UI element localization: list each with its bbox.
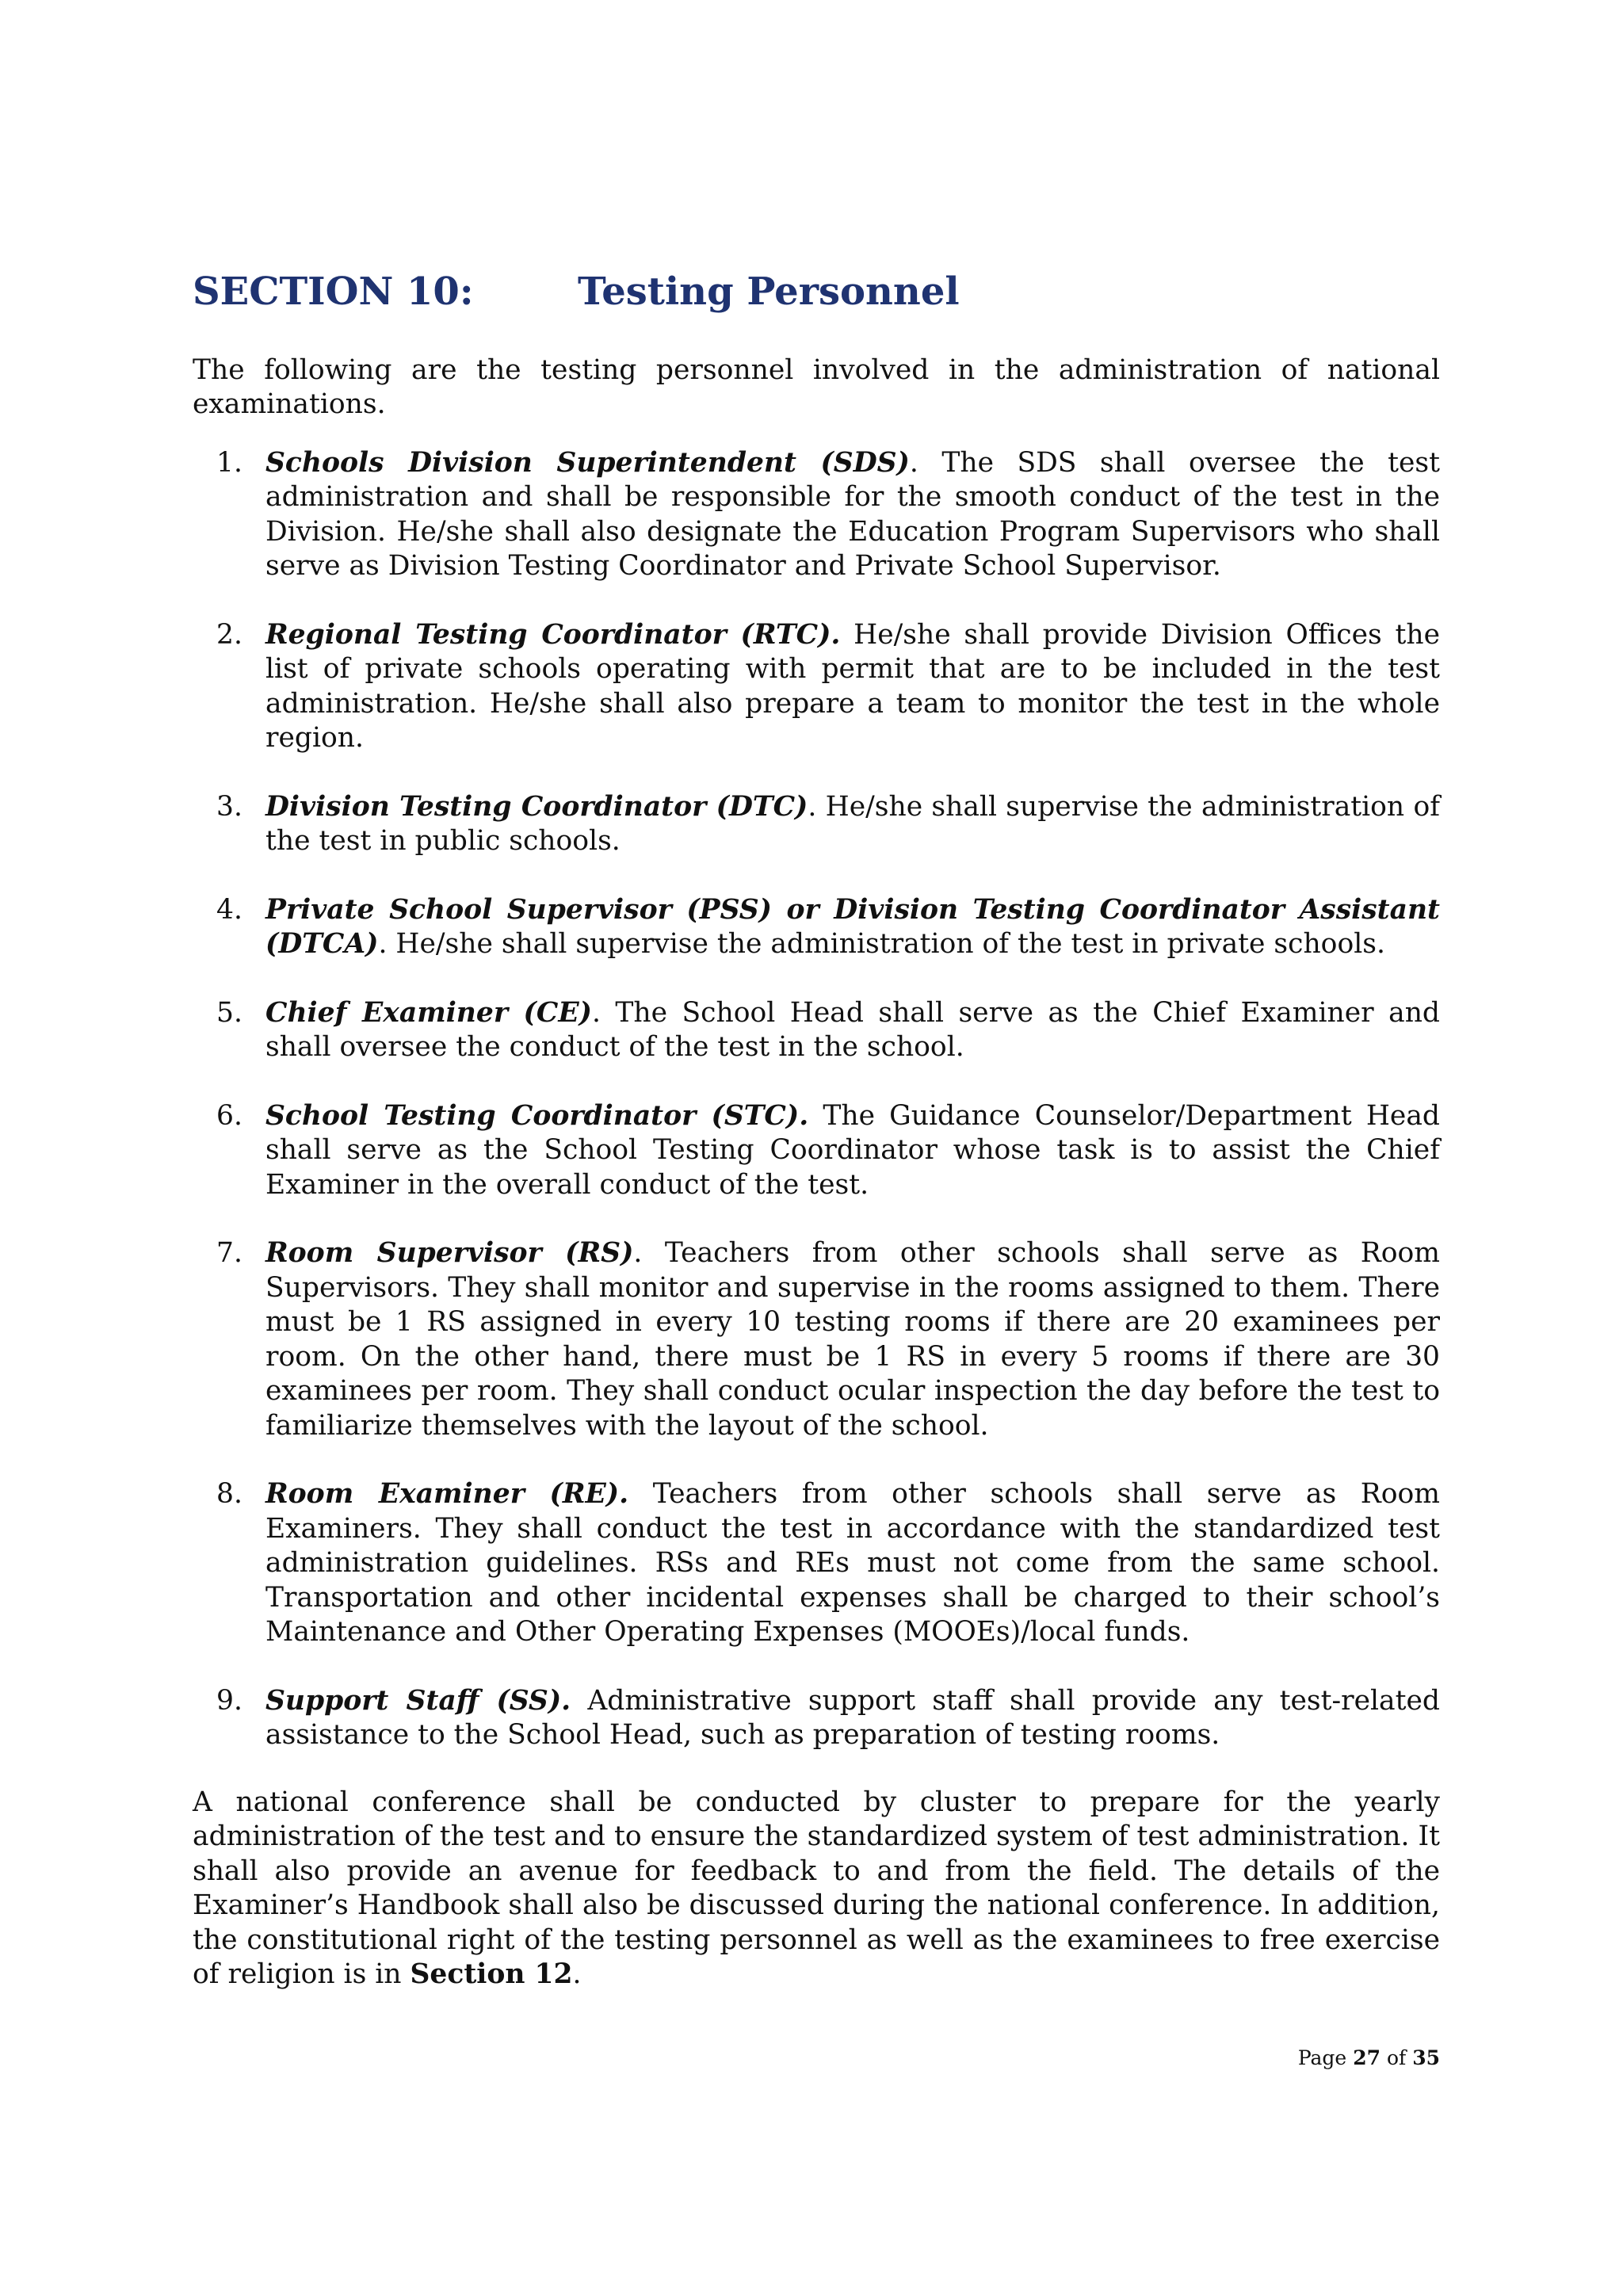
item-term: Room Examiner (RE). (265, 1478, 629, 1511)
list-item (193, 893, 1440, 962)
item-text: . He/she shall supervise the administration of the test in public schools. (265, 790, 1441, 858)
intro-paragraph: The following are the testing personnel involved in the administration of national examinations. (193, 353, 1440, 421)
list-item (193, 618, 1440, 756)
closing-text: A national conference shall be conducted by cluster to prepare for the yearly administration of the test and to ensure the standardized system of test administration. It shall also provide an avenue for feedback to and from the field. The details of the Examiner’s Handbook shall also be discussed during the national conference. In addition, the constitutional right of the testing personnel as well as the examinees to free exercise of religion is in (193, 1786, 1440, 1991)
page-label: Page (1297, 2046, 1347, 2069)
list-marker: 9. (216, 1684, 242, 1717)
item-text: Administrative support staff shall provide any test-related assistance to the School Head, such as preparation of testing rooms. (265, 1684, 1440, 1752)
list-item (193, 446, 1440, 584)
section-reference: Section 12 (410, 1958, 573, 1991)
section-title: Testing Personnel (578, 269, 960, 314)
list-marker: 8. (216, 1478, 242, 1511)
list-item (193, 1236, 1440, 1443)
document-page (193, 269, 1440, 1992)
list-marker: 3. (216, 790, 242, 823)
item-term: Private School Supervisor (PSS) or Division Testing Coordinator Assistant (DTCA) (265, 893, 1440, 961)
item-term: Schools Division Superintendent (SDS) (265, 446, 910, 479)
list-item (193, 1099, 1440, 1203)
item-text: . The SDS shall oversee the test administration and shall be responsible for the smooth conduct of the test in the Division. He/she shall also designate the Education Program Supervisors who shall serve as Division Testing Coordinator and Private School Supervisor. (265, 446, 1440, 583)
list-item (193, 1684, 1440, 1753)
of-label: of (1386, 2046, 1407, 2069)
item-text: . Teachers from other schools shall serve as Room Supervisors. They shall monitor and supervise in the rooms assigned to them. There must be 1 RS assigned in every 10 testing rooms if there are 20 examinees per room. On the other hand, there must be 1 RS in every 5 rooms if there are 30 examinees per room. They shall conduct ocular inspection the day before the test to familiarize themselves with the layout of the school. (265, 1237, 1441, 1442)
section-number: SECTION 10: (193, 269, 474, 314)
item-text: . He/she shall supervise the administration of the test in private schools. (378, 928, 1385, 961)
item-term: Regional Testing Coordinator (RTC). (265, 618, 841, 651)
closing-paragraph (193, 1786, 1440, 1992)
closing-end: . (572, 1958, 582, 1991)
page-number (1298, 2046, 1440, 2069)
list-marker: 2. (216, 618, 242, 651)
item-text: He/she shall provide Division Offices the list of private schools operating with permit that are to be included in the test administration. He/she shall also prepare a team to monitor the test in the whole region. (265, 618, 1440, 755)
list-marker: 1. (216, 446, 242, 479)
item-term: Support Staff (SS). (265, 1684, 571, 1717)
item-text: Teachers from other schools shall serve as Room Examiners. They shall conduct the test in accordance with the standardized test administration guidelines. RSs and REs must not come from the same school. Transportation and other incidental expenses shall be charged to their school’s Maintenance and Other Operating Expenses (MOOEs)/local funds. (265, 1478, 1440, 1648)
list-marker: 4. (216, 893, 242, 926)
item-term: Room Supervisor (RS) (265, 1237, 634, 1270)
list-item (193, 790, 1440, 859)
list-marker: 5. (216, 996, 242, 1029)
item-text: . The School Head shall serve as the Chief Examiner and shall oversee the conduct of the test in the school. (265, 996, 1441, 1064)
item-term: Chief Examiner (CE) (265, 996, 592, 1029)
list-item (193, 1477, 1440, 1650)
item-term: Division Testing Coordinator (DTC) (265, 790, 808, 823)
section-heading (193, 269, 1440, 315)
list-marker: 6. (216, 1099, 242, 1132)
current-page: 27 (1353, 2046, 1381, 2069)
total-pages: 35 (1412, 2046, 1440, 2069)
list-item (193, 996, 1440, 1065)
item-text: The Guidance Counselor/Department Head shall serve as the School Testing Coordinator whose task is to assist the Chief Examiner in the overall conduct of the test. (265, 1099, 1441, 1201)
personnel-list (193, 446, 1440, 1753)
list-marker: 7. (216, 1237, 242, 1270)
item-term: School Testing Coordinator (STC). (265, 1099, 809, 1132)
